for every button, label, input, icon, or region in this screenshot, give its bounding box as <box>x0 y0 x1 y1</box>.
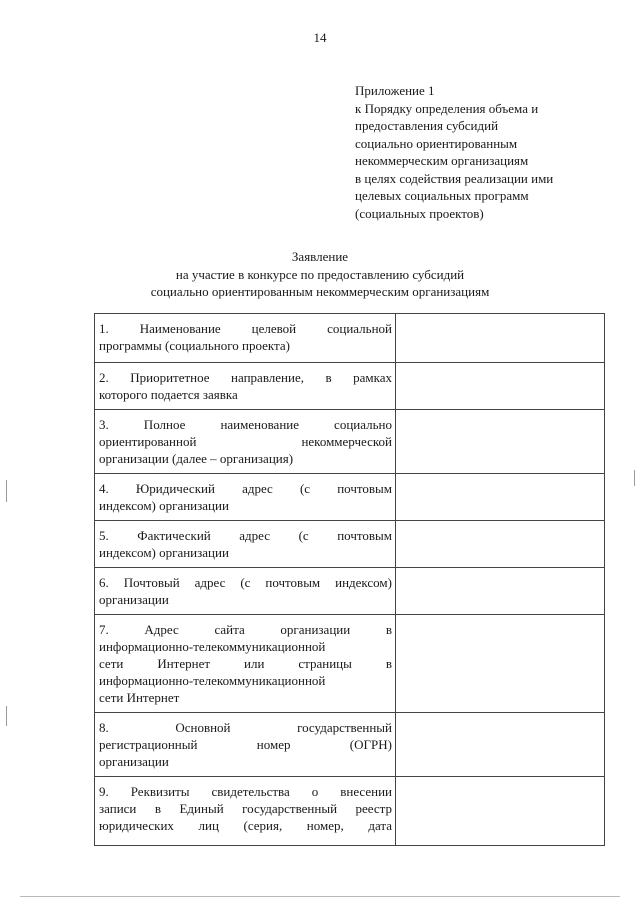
row-value-cell[interactable] <box>396 474 605 521</box>
row-label-line: записи в Единый государственный реестр <box>99 801 392 816</box>
row-label-line: организации <box>99 592 169 607</box>
row-label-line: индексом) организации <box>99 545 229 560</box>
row-value-cell[interactable] <box>396 521 605 568</box>
row-label <box>95 713 396 777</box>
row-label <box>95 568 396 615</box>
row-label-line: 1. Наименование целевой социальной <box>99 321 392 336</box>
table-row <box>95 777 605 846</box>
row-label-line: информационно-телекоммуникационной <box>99 673 326 688</box>
appendix-line: к Порядку определения объема и <box>355 100 539 116</box>
row-label-line: регистрационный номер (ОГРН) <box>99 737 392 752</box>
appendix-line: в целях содействия реализации ими <box>355 170 554 186</box>
application-form-table <box>94 313 605 846</box>
heading-subtitle-line: на участие в конкурсе по предоставлению субсидий <box>175 266 465 282</box>
row-label-line: 6. Почтовый адрес (с почтовым индексом) <box>99 575 392 590</box>
appendix-line: целевых социальных программ <box>355 188 529 203</box>
row-label-line: ориентированной некоммерческой <box>99 434 392 449</box>
row-value-cell[interactable] <box>396 777 605 846</box>
scan-margin-mark <box>634 470 635 486</box>
table-row <box>95 474 605 521</box>
scan-margin-mark <box>6 706 7 726</box>
row-label-line: 4. Юридический адрес (с почтовым <box>99 481 392 496</box>
row-label <box>95 615 396 713</box>
row-label-line: которого подается заявка <box>99 387 238 402</box>
appendix-line: (социальных проектов) <box>355 205 484 221</box>
row-value-cell[interactable] <box>396 615 605 713</box>
row-label-line: 5. Фактический адрес (с почтовым <box>99 528 392 543</box>
scan-bottom-edge <box>20 896 620 897</box>
table-row <box>95 521 605 568</box>
row-value-cell[interactable] <box>396 410 605 474</box>
table-row <box>95 410 605 474</box>
row-label-line: 8. Основной государственный <box>99 720 392 735</box>
table-row <box>95 615 605 713</box>
row-label <box>95 777 396 846</box>
table-row <box>95 314 605 363</box>
row-label-line: 3. Полное наименование социально <box>99 417 392 432</box>
document-heading <box>0 248 640 301</box>
appendix-line: социально ориентированным <box>355 135 518 151</box>
row-value-cell[interactable] <box>396 314 605 363</box>
heading-title: Заявление <box>291 249 349 264</box>
appendix-line: предоставления субсидий <box>355 118 499 133</box>
scan-margin-mark <box>6 480 7 502</box>
row-label <box>95 314 396 363</box>
table-row <box>95 713 605 777</box>
row-value-cell[interactable] <box>396 363 605 410</box>
heading-subtitle-line: социально ориентированным некоммерческим организациям <box>150 284 490 299</box>
row-label-line: юридических лиц (серия, номер, дата <box>99 818 392 833</box>
table-row <box>95 363 605 410</box>
row-label-line: информационно-телекоммуникационной <box>99 639 326 654</box>
row-label-line: 2. Приоритетное направление, в рамках <box>99 370 392 385</box>
row-label-line: организации <box>99 754 169 769</box>
table-row <box>95 568 605 615</box>
row-label <box>95 521 396 568</box>
row-label <box>95 410 396 474</box>
row-value-cell[interactable] <box>396 713 605 777</box>
row-label-line: 7. Адрес сайта организации в <box>99 622 392 637</box>
row-label-line: 9. Реквизиты свидетельства о внесении <box>99 784 392 799</box>
row-label-line: организации (далее – организация) <box>99 451 294 466</box>
row-label-line: сети Интернет или страницы в <box>99 656 392 671</box>
row-label-line: сети Интернет <box>99 690 180 705</box>
row-label <box>95 363 396 410</box>
appendix-line: некоммерческим организациям <box>355 153 529 168</box>
page-number: 14 <box>313 30 327 45</box>
row-label-line: индексом) организации <box>99 498 229 513</box>
row-label-line: программы (социального проекта) <box>99 338 290 353</box>
appendix-block <box>355 82 605 222</box>
row-value-cell[interactable] <box>396 568 605 615</box>
appendix-line: Приложение 1 <box>355 83 435 98</box>
row-label <box>95 474 396 521</box>
